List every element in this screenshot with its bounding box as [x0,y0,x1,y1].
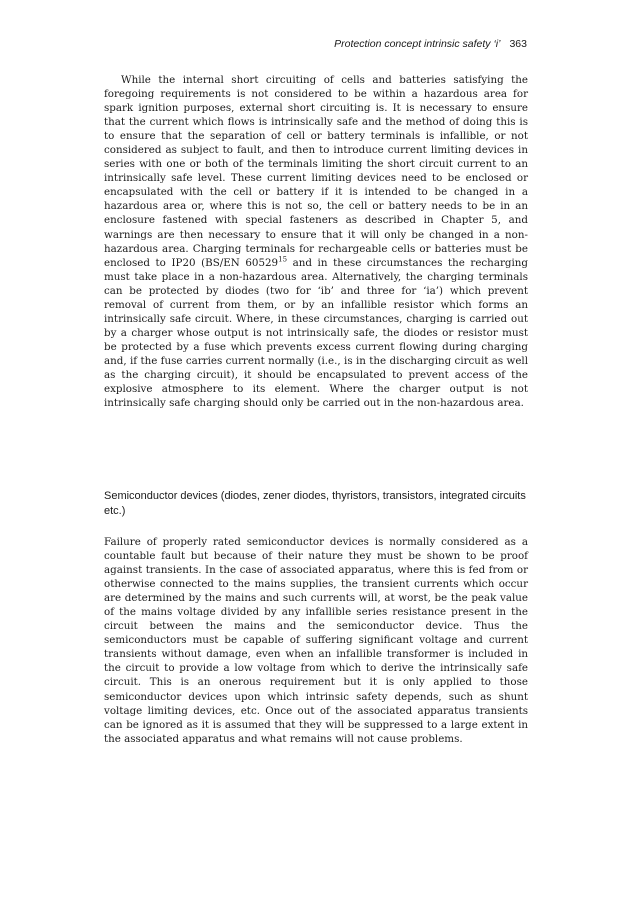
page-number: 363 [509,38,527,50]
paragraph-battery-short-circuit [104,73,528,410]
section-heading: Semiconductor devices (diodes, zener diodes, thyristors, transistors, integrated circuits etc.) [104,490,526,517]
running-title: Protection concept intrinsic safety ‘i’ [334,38,501,50]
running-header [334,38,527,50]
paragraph-semiconductor-devices: Failure of properly rated semiconductor devices is normally considered as a countable fault but because of their nature they must be shown to be proof against transients. In the case of associated apparatus, where this is fed from or otherwise connected to the mains supplies, the transient currents which occur are determined by the mains and such currents will, at worst, be the peak value of the mains voltage divided by any infallible series resistance present in the circuit between the mains and the semiconductor device. Thus the semiconductors must be capable of suffering significant voltage and current transients without damage, even when an infallible transformer is included in the circuit to provide a low voltage from which to derive the intrinsically safe circuit. This is an onerous requirement but it is only applied to those semiconductor devices upon which intrinsic safety depends, such as shunt voltage limiting devices, etc. Once out of the associated apparatus transients can be ignored as it is assumed that they will be suppressed to a large extent in the associated apparatus and what remains will not cause problems. [104,536,528,745]
paragraph-1-text-b: and in these circumstances the recharging must take place in a non-hazardous area. Alternatively, the charging terminals can be protected by diodes (two for ‘ib’ and three for ‘ia’) which prevent removal of current from them, or by an infallible resistor which forms an intrinsically safe circuit. Where, in these circumstances, charging is carried out by a charger whose output is not intrinsically safe, the diodes or resistor must be protected by a fuse which prevents excess current flowing during charging and, if the fuse carries current normally (i.e., is in the discharging circuit as well as the charging circuit), it should be encapsulated to prevent access of the explosive atmosphere to its element. Where the charger output is not intrinsically safe charging should only be carried out in the non-hazardous area. [104,256,528,410]
footnote-reference: 15 [278,255,288,264]
paragraph-1-text-a: While the internal short circuiting of cells and batteries satisfying the foregoing requirements is not considered to be within a hazardous area for spark ignition purposes, external short circuiting is. It is necessary to ensure that the current which flows is intrinsically safe and the method of doing this is to ensure that the separation of cell or battery terminals is infallible, or not considered as subject to fault, and then to introduce current limiting devices in series with one or both of the terminals limiting the short circuit current to an intrinsically safe level. These current limiting devices need to be enclosed or encapsulated with the cell or battery if it is intended to be changed in a hazardous area or, where this is not so, the cell or battery needs to be in an enclosure fastened with special fasteners as described in Chapter 5, and warnings are then necessary to ensure that it will only be changed in a non-hazardous area. Charging terminals for rechargeable cells or batteries must be enclosed to IP20 (BS/EN 60529 [104,74,528,269]
